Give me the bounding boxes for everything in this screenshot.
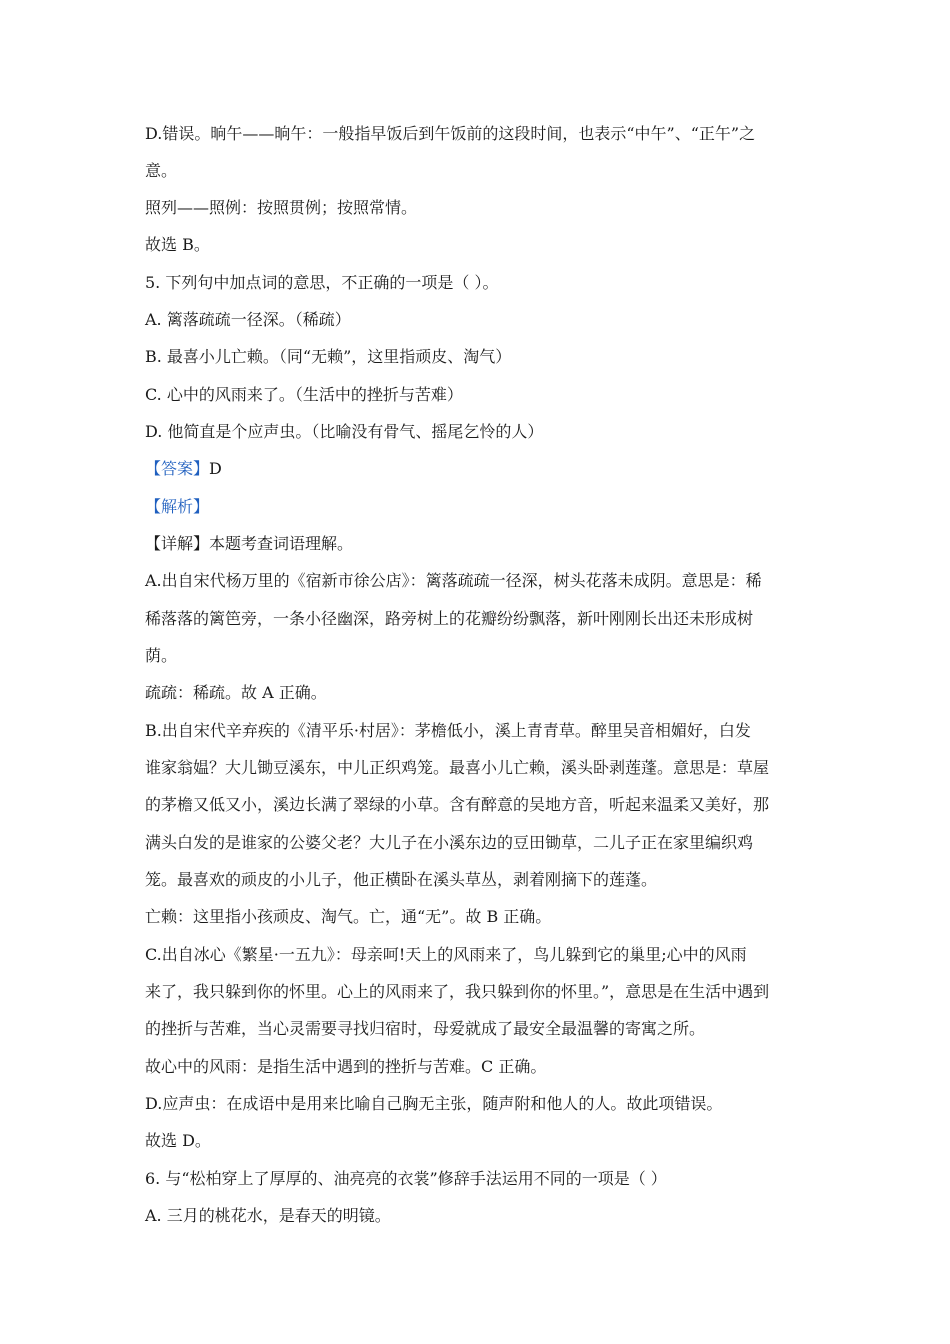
text-line: 照列——照例：按照贯例；按照常情。 [145,198,418,217]
analysis-line [145,497,209,517]
text-line: 意。 [145,161,178,180]
text-line: 来了，我只躲到你的怀里。心上的风雨来了，我只躲到你的怀里。”，意思是在生活中遇到 [145,982,770,1001]
question-6: 6. 与“松柏穿上了厚厚的、油亮亮的衣裳”修辞手法运用不同的一项是（ ） [145,1169,667,1188]
option-a: A. 篱落疏疏一径深。（稀疏） [145,310,351,329]
question-5: 5. 下列句中加点词的意思，不正确的一项是（ ）。 [145,273,499,292]
analysis-tag: 【解析】 [145,497,210,516]
text-line: D.应声虫：在成语中是用来比喻自己胸无主张，随声附和他人的人。故此项错误。 [145,1094,723,1113]
text-line: 满头白发的是谁家的公婆父老？大儿子在小溪东边的豆田锄草，二儿子正在家里编织鸡 [145,833,754,852]
text-line: 故选 B。 [145,235,210,254]
text-line: 荫。 [145,646,178,665]
answer-tag: 【答案】 [145,459,210,478]
text-line: 疏疏：稀疏。故 A 正确。 [145,683,327,702]
text-line: 故选 D。 [145,1131,211,1150]
text-line: 谁家翁媪？大儿锄豆溪东，中儿正织鸡笼。最喜小儿亡赖，溪头卧剥莲蓬。意思是：草屋 [145,758,770,777]
answer-line [145,459,222,479]
option-a: A. 三月的桃花水，是春天的明镜。 [145,1206,391,1225]
text-line: A.出自宋代杨万里的《宿新市徐公店》：篱落疏疏一径深，树头花落未成阴。意思是：稀 [145,571,762,590]
text-line: 【详解】本题考查词语理解。 [145,534,354,553]
answer-value: D [209,459,222,478]
text-line: D.错误。晌午——晌午：一般指早饭后到午饭前的这段时间，也表示“中午”、“正午”之 [145,124,756,143]
text-line: 的茅檐又低又小，溪边长满了翠绿的小草。含有醉意的吴地方音，听起来温柔又美好，那 [145,795,770,814]
text-line: 故心中的风雨：是指生活中遇到的挫折与苦难。C 正确。 [145,1057,547,1076]
text-line: 的挫折与苦难，当心灵需要寻找归宿时，母爱就成了最安全最温馨的寄寓之所。 [145,1019,706,1038]
text-line: 亡赖：这里指小孩顽皮、淘气。亡，通“无”。故 B 正确。 [145,907,552,926]
option-d: D. 他简直是个应声虫。（比喻没有骨气、摇尾乞怜的人） [145,422,544,441]
text-line: B.出自宋代辛弃疾的《清平乐·村居》：茅檐低小，溪上青青草。醉里吴音相媚好，白发 [145,721,751,740]
option-c: C. 心中的风雨来了。（生活中的挫折与苦难） [145,385,463,404]
text-line: 笼。最喜欢的顽皮的小儿子，他正横卧在溪头草丛，剥着刚摘下的莲蓬。 [145,870,658,889]
text-line: 稀落落的篱笆旁，一条小径幽深，路旁树上的花瓣纷纷飘落，新叶刚刚长出还未形成树 [145,609,754,628]
option-b: B. 最喜小儿亡赖。（同“无赖”，这里指顽皮、淘气） [145,347,512,366]
text-line: C.出自冰心《繁星·一五九》：母亲呵!天上的风雨来了，鸟儿躲到它的巢里;心中的风雨 [145,945,747,964]
